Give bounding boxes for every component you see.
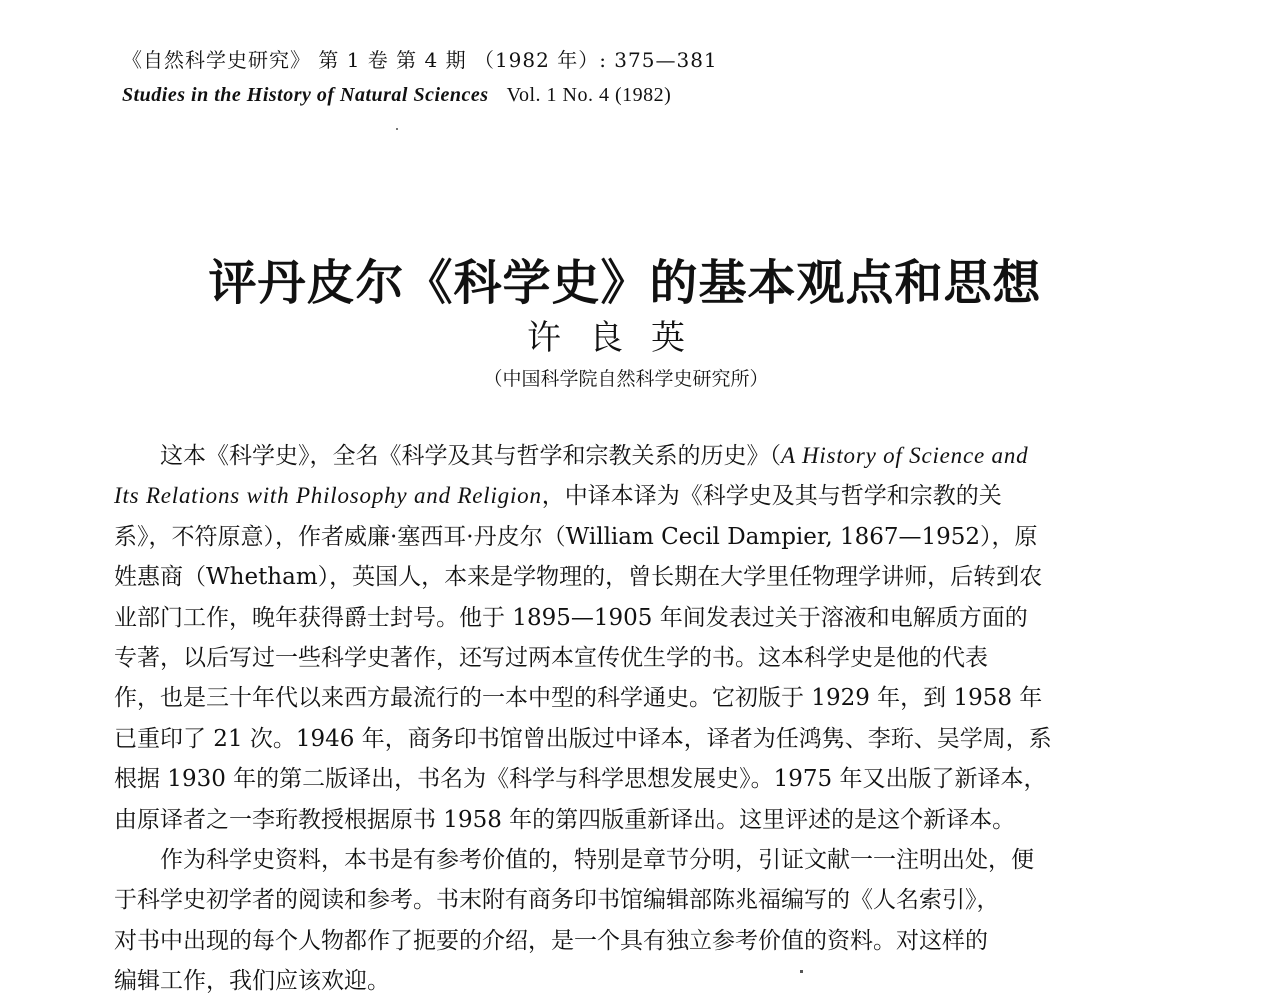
article-title: 评丹皮尔《科学史》的基本观点和思想: [208, 255, 1042, 312]
paragraph-line: 业部门工作，晚年获得爵士封号。他于 1895—1905 年间发表过关于溶液和电解质方面的: [114, 604, 1028, 631]
paragraph-line: 姓惠商（Whetham），英国人，本来是学物理的，曾长期在大学里任物理学讲师，后转到农: [114, 564, 1043, 591]
paragraph-line: 作，也是三十年代以来西方最流行的一本中型的科学通史。它初版于 1929 年，到 1958 年: [114, 685, 1043, 712]
paragraph-line: 于科学史初学者的阅读和参考。书末附有商务印书馆编辑部陈兆福编写的《人名索引》，: [114, 887, 1000, 914]
paragraph-line: 这本《科学史》，全名《科学及其与哲学和宗教关系的历史》（A History of Science and: [160, 443, 1029, 469]
paragraph-continuation: [114, 880, 1128, 1001]
paragraph-line: Its Relations with Philosophy and Religion，中译本译为《科学史及其与哲学和宗教的关: [114, 483, 1002, 510]
paragraph-line: 系》，不符原意），作者威廉·塞西耳·丹皮尔（William Cecil Dampier, 1867—1952），原: [114, 523, 1038, 550]
paragraph-line: 由原译者之一李珩教授根据原书 1958 年的第四版重新译出。这里评述的是这个新译本。: [114, 806, 1016, 833]
article-body: [114, 436, 1128, 1002]
paragraph-line: 作为科学史资料，本书是有参考价值的，特别是章节分明，引证文献一一注明出处，便: [160, 847, 1034, 874]
paragraph: [114, 840, 1128, 880]
scan-speck: [396, 128, 398, 130]
author-affiliation: （中国科学院自然科学史研究所）: [483, 368, 769, 390]
journal-citation-en: [122, 82, 671, 107]
paragraph-line: 根据 1930 年的第二版译出，书名为《科学与科学思想发展史》。1975 年又出版了新译本，: [114, 766, 1047, 793]
paragraph-line: 已重印了 21 次。1946 年，商务印书馆曾出版过中译本，译者为任鸿隽、李珩、吴学周，系: [114, 725, 1052, 752]
journal-citation-zh: 《自然科学史研究》 第 1 卷 第 4 期 （1982 年）: 375—381: [122, 48, 718, 72]
paragraph-line: 对书中出现的每个人物都作了扼要的介绍，是一个具有独立参考价值的资料。对这样的: [114, 927, 988, 954]
article-author: 许良英: [527, 318, 713, 358]
scan-speck: [800, 970, 803, 973]
paragraph-line: 编辑工作，我们应该欢迎。: [114, 968, 390, 995]
journal-volume-en: Vol. 1 No. 4 (1982): [506, 84, 672, 106]
paragraph: [114, 436, 1128, 476]
paragraph-continuation: [114, 476, 1128, 840]
journal-name-en: Studies in the History of Natural Sciences: [122, 84, 489, 106]
paragraph-line: 专著，以后写过一些科学史著作，还写过两本宣传优生学的书。这本科学史是他的代表: [114, 645, 988, 672]
